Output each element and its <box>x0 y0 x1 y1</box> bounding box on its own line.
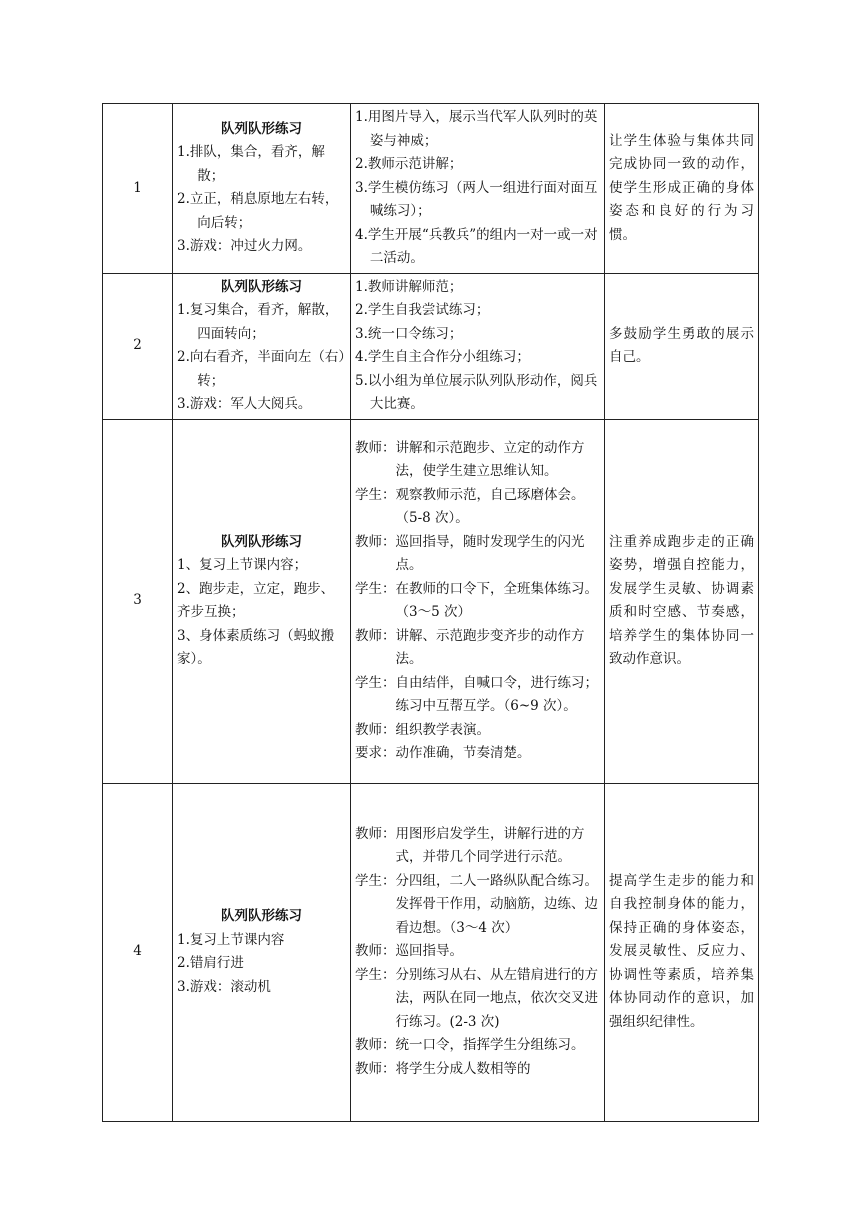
lesson-number: 4 <box>103 783 173 1121</box>
method-role: 学生： <box>355 872 396 889</box>
method-text: 将学生分成人数相等的 <box>395 1060 531 1077</box>
method-step <box>355 578 600 625</box>
method-role: 教师： <box>355 825 396 842</box>
method-step <box>355 940 600 964</box>
method-text: 自由结伴，自喊口令，进行练习；练习中互帮互学。（6~9 次）。 <box>395 674 598 714</box>
goal-cell: 提高学生走步的能力和自我控制身体的能力，保持正确的身体姿态，发展灵敏性、反应力、协调性等素质，培养集体协同动作的意识，加强组织纪律性。 <box>605 783 759 1121</box>
method-role: 要求： <box>355 745 396 761</box>
content-item: 3、身体素质练习（蚂蚁搬家）。 <box>177 627 335 667</box>
content-cell <box>173 419 351 783</box>
content-cell <box>173 783 351 1121</box>
method-text: 分四组，二人一路纵队配合练习。发挥骨干作用，动脑筋，边练、边看边想。（3～4 次） <box>395 872 598 936</box>
method-step <box>355 823 600 870</box>
method-role: 教师： <box>355 627 396 644</box>
method-text: 巡回指导，随时发现学生的闪光点。 <box>395 533 585 573</box>
table-row <box>103 104 759 274</box>
method-step <box>355 742 600 766</box>
method-text: 组织教学表演。 <box>395 721 490 738</box>
method-step <box>355 437 600 484</box>
method-role: 学生： <box>355 486 396 503</box>
method-item: 3.统一口令练习； <box>355 325 463 342</box>
method-cell <box>351 419 605 783</box>
method-role: 教师： <box>355 943 396 960</box>
content-item: 1.排队，集合，看齐，解散； <box>177 144 325 184</box>
method-item: 2.教师示范讲解； <box>355 156 463 172</box>
method-item: 4.学生自主合作分小组练习； <box>355 349 530 365</box>
content-item: 3.游戏：冲过火力网。 <box>177 238 312 255</box>
method-step <box>355 1034 600 1058</box>
content-title: 队列队形练习 <box>221 278 302 295</box>
method-step <box>355 625 600 672</box>
content-item: 2.向右看齐，半面向左（右）转； <box>177 349 346 389</box>
method-item: 5.以小组为单位展示队列队形动作，阅兵大比赛。 <box>355 372 598 412</box>
content-title: 队列队形练习 <box>221 533 302 550</box>
content-item: 1.复习上节课内容 <box>177 931 285 948</box>
lesson-plan-table <box>102 103 759 1122</box>
method-step <box>355 1058 600 1082</box>
method-item: 4.学生开展“兵教兵”的组内一对一或一对二活动。 <box>355 226 598 266</box>
method-text: 在教师的口令下，全班集体练习。（3～5 次） <box>395 580 598 620</box>
method-text: 分别练习从右、从左错肩进行的方法，两队在同一地点，依次交叉进行练习。(2-3 次) <box>395 966 598 1030</box>
content-title: 队列队形练习 <box>221 120 302 137</box>
lesson-number: 3 <box>103 419 173 783</box>
goal-cell: 注重养成跑步走的正确姿势，增强自控能力，发展学生灵敏、协调素质和时空感、节奏感，培养学生的集体协同一致动作意识。 <box>605 419 759 783</box>
method-cell <box>351 104 605 274</box>
method-item: 1.教师讲解师范； <box>355 278 463 295</box>
method-role: 学生： <box>355 580 396 597</box>
method-step <box>355 719 600 743</box>
method-step <box>355 870 600 941</box>
goal-cell: 多鼓励学生勇敢的展示自己。 <box>605 273 759 419</box>
lesson-number: 1 <box>103 104 173 274</box>
table-row <box>103 783 759 1121</box>
method-role: 学生： <box>355 674 396 691</box>
method-cell <box>351 783 605 1121</box>
content-item: 3.游戏：军人大阅兵。 <box>177 396 312 412</box>
goal-cell: 让学生体验与集体共同完成协同一致的动作，使学生形成正确的身体姿态和良好的行为习惯。 <box>605 104 759 274</box>
method-item: 1.用图片导入，展示当代军人队列时的英姿与神威； <box>355 109 598 149</box>
method-role: 教师： <box>355 1060 396 1077</box>
content-title: 队列队形练习 <box>221 908 302 924</box>
method-step <box>355 672 600 719</box>
method-role: 学生： <box>355 966 396 983</box>
method-step <box>355 964 600 1035</box>
method-step <box>355 484 600 531</box>
method-role: 教师： <box>355 439 396 456</box>
method-cell <box>351 273 605 419</box>
method-text: 统一口令，指挥学生分组练习。 <box>395 1037 585 1054</box>
method-text: 观察教师示范，自己琢磨体会。（5-8 次）。 <box>395 486 585 526</box>
content-item: 2.错肩行进 <box>177 955 244 971</box>
content-cell <box>173 273 351 419</box>
content-item: 3.游戏：滚动机 <box>177 978 271 995</box>
method-text: 动作准确，节奏清楚。 <box>395 745 531 761</box>
method-text: 巡回指导。 <box>395 943 463 960</box>
content-item: 2、跑步走，立定，跑步、齐步互换； <box>177 580 335 620</box>
method-text: 讲解和示范跑步、立定的动作方法，使学生建立思维认知。 <box>395 439 585 479</box>
content-cell <box>173 104 351 274</box>
method-step <box>355 531 600 578</box>
method-text: 讲解、示范跑步变齐步的动作方法。 <box>395 627 585 667</box>
content-item: 1、复习上节课内容； <box>177 557 308 573</box>
content-item: 2.立正，稍息原地左右转，向后转； <box>177 191 339 231</box>
method-item: 3.学生模仿练习（两人一组进行面对面互喊练习）； <box>355 179 598 219</box>
content-item: 1.复习集合，看齐，解散，四面转向； <box>177 302 339 342</box>
table-row <box>103 273 759 419</box>
method-role: 教师： <box>355 533 396 550</box>
method-text: 用图形启发学生，讲解行进的方式，并带几个同学进行示范。 <box>395 825 585 866</box>
method-item: 2.学生自我尝试练习； <box>355 302 490 318</box>
lesson-number: 2 <box>103 273 173 419</box>
method-role: 教师： <box>355 721 396 738</box>
table-row <box>103 419 759 783</box>
method-role: 教师： <box>355 1037 396 1054</box>
